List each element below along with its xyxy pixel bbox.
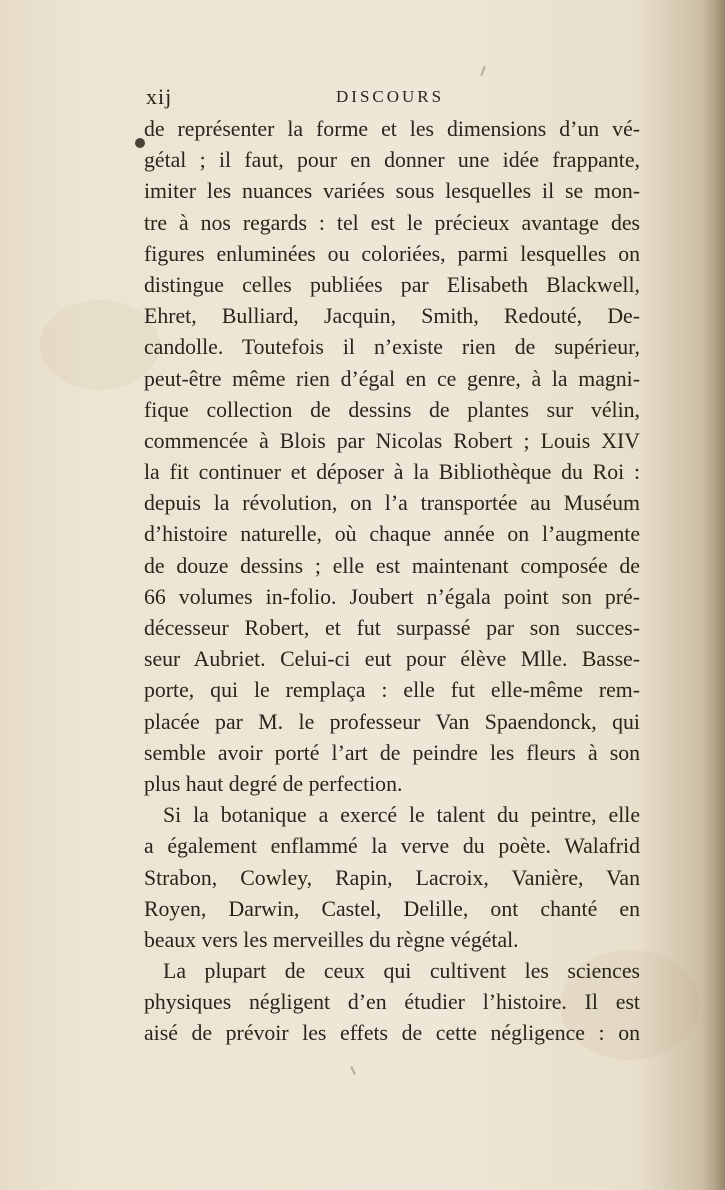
- text-line: la fit continuer et déposer à la Bibliothèque du Roi :: [144, 460, 640, 485]
- text-line: depuis la révolution, on l’a transportée au Muséum: [144, 491, 640, 516]
- text-line: placée par M. le professeur Van Spaendonck, qui: [144, 709, 640, 734]
- paper-mark: [350, 1066, 356, 1075]
- text-line: aisé de prévoir les effets de cette négligence : on: [144, 1021, 640, 1046]
- page-header: [146, 84, 640, 114]
- paper-mark: [480, 66, 485, 76]
- text-line: décesseur Robert, et fut surpassé par son succes-: [144, 616, 640, 640]
- text-line: de douze dessins ; elle est maintenant composée de: [144, 553, 640, 578]
- text-line: Royen, Darwin, Castel, Delille, ont chanté en: [144, 896, 640, 921]
- text-line: d’histoire naturelle, où chaque année on l’augmente: [144, 522, 640, 547]
- paragraph-start-line: La plupart de ceux qui cultivent les sciences: [163, 959, 640, 984]
- text-line: fique collection de dessins de plantes sur vélin,: [144, 397, 640, 422]
- text-line: figures enluminées ou coloriées, parmi lesquelles on: [144, 241, 640, 266]
- text-line: imiter les nuances variées sous lesquelles il se mon-: [144, 179, 640, 204]
- text-line: a également enflammé la verve du poète. Walafrid: [144, 834, 640, 859]
- text-line: Ehret, Bulliard, Jacquin, Smith, Redouté, De-: [144, 304, 640, 329]
- text-line: distingue celles publiées par Elisabeth Blackwell,: [144, 272, 640, 297]
- text-line: tre à nos regards : tel est le précieux avantage des: [144, 210, 640, 235]
- text-line: 66 volumes in-folio. Joubert n’égala point son pré-: [144, 584, 640, 609]
- text-line: gétal ; il faut, pour en donner une idée frappante,: [144, 148, 640, 173]
- body-text: [144, 114, 640, 1050]
- paragraph-start-line: Si la botanique a exercé le talent du peintre, elle: [163, 803, 640, 828]
- text-line: physiques négligent d’en étudier l’histoire. Il est: [144, 990, 640, 1015]
- text-line: commencée à Blois par Nicolas Robert ; Louis XIV: [144, 428, 640, 453]
- text-line: peut-être même rien d’égal en ce genre, à la magni-: [144, 366, 640, 391]
- text-line: de représenter la forme et les dimensions d’un vé-: [144, 117, 640, 141]
- running-head: DISCOURS: [336, 87, 445, 106]
- page-edge-shadow: [703, 0, 725, 1190]
- paragraph-end-line: plus haut degré de perfection.: [144, 771, 403, 796]
- text-line: porte, qui le remplaça : elle fut elle-même rem-: [144, 678, 640, 703]
- page-number: xij: [146, 84, 173, 109]
- text-line: Strabon, Cowley, Rapin, Lacroix, Vanière, Van: [144, 865, 640, 890]
- text-line: seur Aubriet. Celui-ci eut pour élève Mlle. Basse-: [144, 647, 640, 672]
- paper-stain: [40, 300, 160, 390]
- text-line: candolle. Toutefois il n’existe rien de supérieur,: [144, 335, 640, 360]
- paragraph-end-line: beaux vers les merveilles du règne végétal.: [144, 927, 519, 952]
- text-line: semble avoir porté l’art de peindre les fleurs à son: [144, 740, 640, 765]
